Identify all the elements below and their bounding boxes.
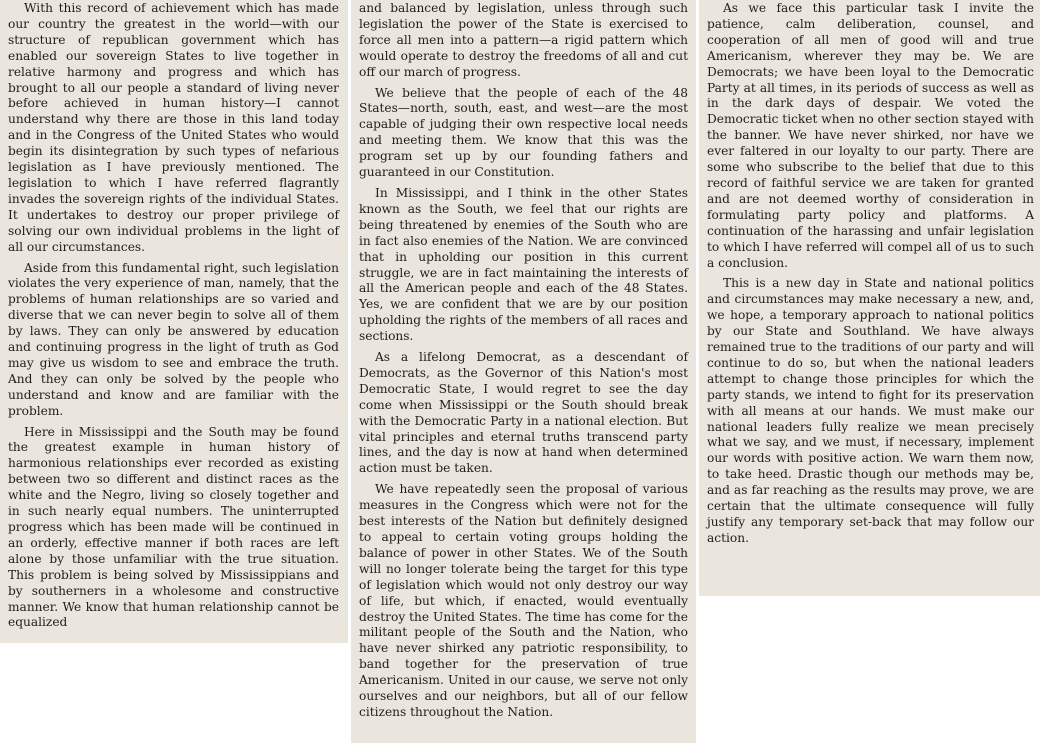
paragraph: As a lifelong Democrat, as a descendant of Democrats, as the Governor of this Nation's most Democratic State, I would regret to see the day come when Mississippi or the South should break with the Democratic Party in a national election. But vital principles and eternal truths transcend party lines, and the day is now at hand when determined action must be taken. [359,350,688,476]
paragraph: Here in Mississippi and the South may be found the greatest example in human history of harmonious relationships ever recorded as existing between two so different and distinct races as the white and the Negro, living so closely together and in such nearly equal numbers. The uninterrupted progress which has been made will be continued in an orderly, effective manner if both races are left alone by those unfamiliar with the true situation. This problem is being solved by Mississippians and by southerners in a wholesome and constructive manner. We know that human relationship cannot be equalized [8,424,339,630]
paragraph: In Mississippi, and I think in the other States known as the South, we feel that our rights are being threatened by enemies of the South who are in fact also enemies of the Nation. We are convinced that in upholding our position in this current struggle, we are in fact maintaining the interests of all the American people and each of the 48 States. Yes, we are confident that we are by our position upholding the rights of the members of all races and sections. [359,185,688,344]
paragraph: As we face this particular task I invite the patience, calm deliberation, counsel, and cooperation of all men of good will and true Americanism, wherever they may be. We are Democrats; we have been loyal to the Democratic Party at all times, in its periods of success as well as in the dark days of despair. We voted the Democratic ticket when no other section stayed with the banner. We have never shirked, nor have we ever faltered in our loyalty to our party. There are some who subscribe to the belief that due to this record of faithful service we are taken for granted and are not deemed worthy of consideration in formulating party policy and platforms. A continuation of the harassing and unfair legislation to which I have referred will compel all of us to such a conclusion. [707,1,1034,270]
text-column-3 [699,0,1040,596]
paragraph: We have repeatedly seen the proposal of various measures in the Congress which were not for the best interests of the Nation but definitely designed to appeal to certain voting groups holding the balance of power in other States. We of the South will no longer tolerate being the target for this type of legislation which would not only destroy our way of life, but which, if enacted, would eventually destroy the United States. The time has come for the militant people of the South and the Nation, who have never shirked any patriotic responsibility, to band together for the preservation of true Americanism. United in our cause, we serve not only ourselves and our neighbors, but all of our fellow citizens throughout the Nation. [359,482,688,719]
paragraph: We believe that the people of each of the 48 States—north, south, east, and west—are the most capable of judging their own respective local needs and meeting them. We know that this was the program set up by our founding fathers and guaranteed in our Constitution. [359,85,688,180]
text-column-2 [351,0,696,743]
text-column-1 [0,0,348,643]
paragraph: Aside from this fundamental right, such legislation violates the very experience of man, namely, that the problems of human relationships are so varied and diverse that we can never begin to solve all of them by laws. They can only be answered by education and continuing progress in the light of truth as God may give us wisdom to see and embrace the truth. And they can only be solved by the people who understand and know and are familiar with the problem. [8,260,339,418]
paragraph: With this record of achievement which has made our country the greatest in the world—with our structure of republican government which has enabled our sovereign States to live together in relative harmony and progress and which has brought to all our people a standard of living never before achieved in human history—I cannot understand why there are those in this land today and in the Congress of the United States who would begin its disintegration by such types of nefarious legislation as I have previously mentioned. The legislation to which I have referred flagrantly invades the sovereign rights of the individual States. It undertakes to destroy our proper privilege of solving our own individual problems in the light of all our circumstances. [8,1,339,254]
paragraph-continuation: and balanced by legislation, unless through such legislation the power of the State is exercised to force all men into a pattern—a rigid pattern which would operate to destroy the freedoms of all and cut off our march of progress. [359,1,688,79]
paragraph: This is a new day in State and national politics and circumstances may make necessary a new, and, we hope, a temporary approach to national politics by our State and Southland. We have always remained true to the traditions of our party and will continue to do so, but when the national leaders attempt to change those principles for which the party stands, we intend to fight for its preservation with all means at our hands. We must make our national leaders fully realize we mean precisely what we say, and we must, if necessary, implement our words with positive action. We warn them now, to take heed. Drastic though our methods may be, and as far reaching as the results may prove, we are certain that the ultimate consequence will fully justify any temporary set-back that may follow our action. [707,276,1034,545]
